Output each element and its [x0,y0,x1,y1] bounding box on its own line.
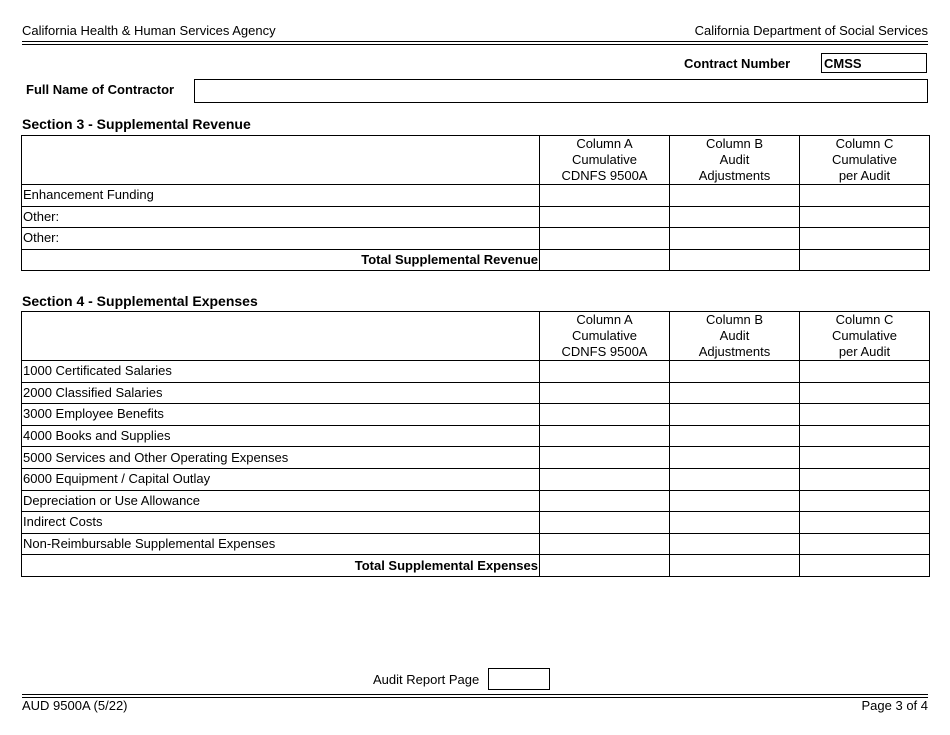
column-c-cell[interactable] [800,468,930,490]
row-label: Indirect Costs [22,512,540,534]
column-a-total[interactable] [540,249,670,271]
column-b-cell[interactable] [670,361,800,383]
table-row [22,361,930,383]
audit-report-page-field[interactable] [488,668,550,690]
column-c-cell[interactable] [800,382,930,404]
row-label: Non-Reimbursable Supplemental Expenses [22,533,540,555]
table-header-row [22,136,930,185]
row-label: 4000 Books and Supplies [22,425,540,447]
agency-name: California Health & Human Services Agency [22,23,276,38]
table-row [22,404,930,426]
department-name: California Department of Social Services [694,23,928,38]
form-id: AUD 9500A (5/22) [22,698,128,713]
column-b-cell[interactable] [670,382,800,404]
description-header-cell [22,136,540,185]
column-a-cell[interactable] [540,468,670,490]
table-row [22,447,930,469]
row-label: 6000 Equipment / Capital Outlay [22,468,540,490]
row-label: Enhancement Funding [22,185,540,207]
column-c-cell[interactable] [800,425,930,447]
header-rule [22,41,928,42]
contractor-name-field[interactable] [194,79,928,103]
column-c-cell[interactable] [800,206,930,228]
table-row [22,490,930,512]
table-row [22,228,930,250]
column-a-cell[interactable] [540,447,670,469]
row-label: Other: [22,228,540,250]
section-4-title: Section 4 - Supplemental Expenses [22,293,258,309]
footer-rule-double [22,697,928,698]
audit-report-page-label: Audit Report Page [373,672,480,687]
table-row [22,425,930,447]
column-c-cell[interactable] [800,228,930,250]
column-a-total[interactable] [540,555,670,577]
column-c-cell[interactable] [800,361,930,383]
column-a-header: Column A Cumulative CDNFS 9500A [540,312,670,361]
footer-rule [22,694,928,695]
column-c-header: Column C Cumulative per Audit [800,312,930,361]
column-a-cell[interactable] [540,206,670,228]
table-row [22,468,930,490]
column-b-cell[interactable] [670,512,800,534]
column-b-cell[interactable] [670,490,800,512]
column-c-cell[interactable] [800,185,930,207]
column-a-cell[interactable] [540,490,670,512]
page-number: Page 3 of 4 [861,698,928,713]
column-b-cell[interactable] [670,206,800,228]
total-supplemental-expenses-label: Total Supplemental Expenses [22,555,540,577]
row-label: 1000 Certificated Salaries [22,361,540,383]
column-a-cell[interactable] [540,228,670,250]
column-c-cell[interactable] [800,404,930,426]
column-a-cell[interactable] [540,533,670,555]
description-header-cell [22,312,540,361]
column-b-cell[interactable] [670,185,800,207]
row-label: 2000 Classified Salaries [22,382,540,404]
column-b-header: Column B Audit Adjustments [670,312,800,361]
row-label: Depreciation or Use Allowance [22,490,540,512]
column-a-header: Column A Cumulative CDNFS 9500A [540,136,670,185]
table-row [22,382,930,404]
row-label: Other: [22,206,540,228]
column-b-header: Column B Audit Adjustments [670,136,800,185]
total-row [22,249,930,271]
contract-number-label: Contract Number [684,56,791,71]
section-3-title: Section 3 - Supplemental Revenue [22,116,251,132]
supplemental-revenue-table [21,135,930,271]
column-c-cell[interactable] [800,533,930,555]
contract-number-field[interactable]: CMSS [821,53,927,73]
row-label: 5000 Services and Other Operating Expenses [22,447,540,469]
table-row [22,185,930,207]
contractor-name-label: Full Name of Contractor [26,82,175,97]
column-c-total[interactable] [800,249,930,271]
row-label: 3000 Employee Benefits [22,404,540,426]
column-b-cell[interactable] [670,404,800,426]
column-b-cell[interactable] [670,533,800,555]
column-b-total[interactable] [670,249,800,271]
column-b-cell[interactable] [670,468,800,490]
column-a-cell[interactable] [540,512,670,534]
column-b-cell[interactable] [670,425,800,447]
column-a-cell[interactable] [540,185,670,207]
table-header-row [22,312,930,361]
total-row [22,555,930,577]
column-a-cell[interactable] [540,382,670,404]
column-c-cell[interactable] [800,512,930,534]
column-c-header: Column C Cumulative per Audit [800,136,930,185]
column-b-cell[interactable] [670,228,800,250]
table-row [22,533,930,555]
column-b-total[interactable] [670,555,800,577]
total-supplemental-revenue-label: Total Supplemental Revenue [22,249,540,271]
table-row [22,206,930,228]
column-a-cell[interactable] [540,361,670,383]
column-c-total[interactable] [800,555,930,577]
column-c-cell[interactable] [800,490,930,512]
column-a-cell[interactable] [540,425,670,447]
column-b-cell[interactable] [670,447,800,469]
column-c-cell[interactable] [800,447,930,469]
supplemental-expenses-table [21,311,930,577]
table-row [22,512,930,534]
header-rule-double [22,44,928,45]
column-a-cell[interactable] [540,404,670,426]
